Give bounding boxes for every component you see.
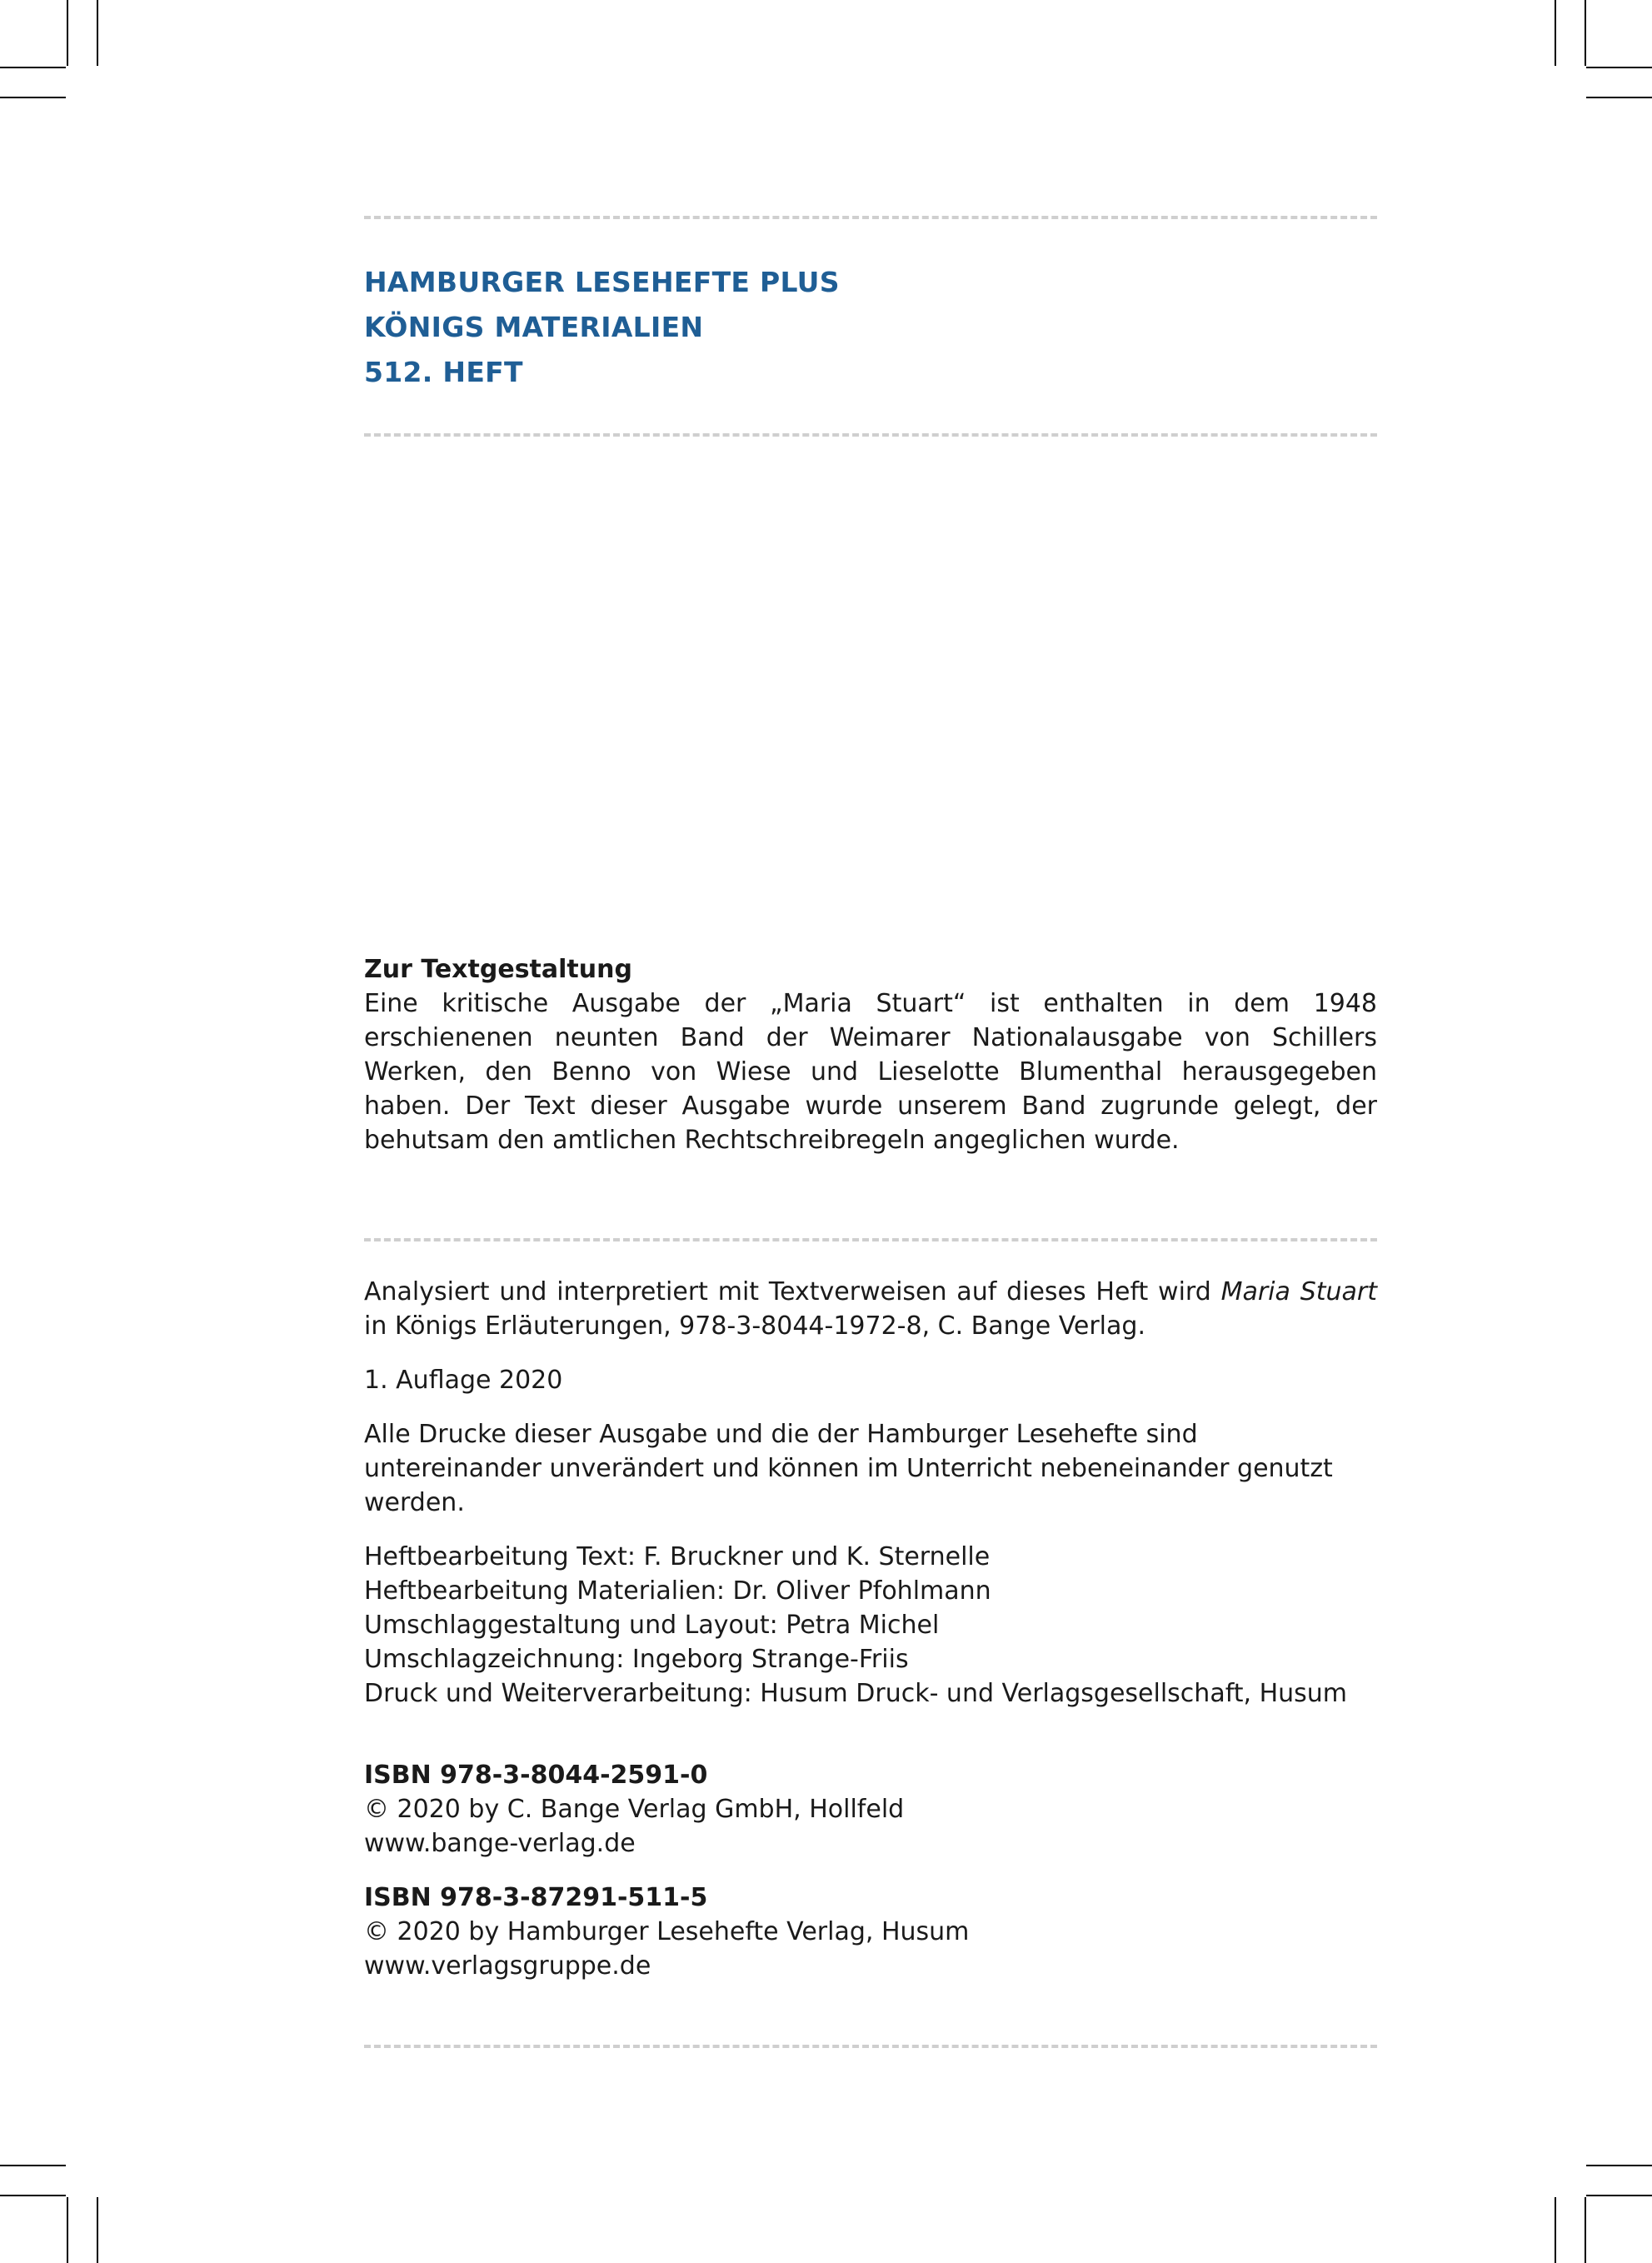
reference-paragraph <box>364 1275 1377 1343</box>
isbn: ISBN 978-3-87291-511-5 <box>364 1883 708 1912</box>
imprint-section <box>364 1275 1377 1711</box>
series-line: 512. HEFT <box>364 356 523 388</box>
series-line: HAMBURGER LESEHEFTE PLUS <box>364 266 840 298</box>
series-line: KÖNIGS MATERIALIEN <box>364 311 704 343</box>
reference-text: Analysiert und interpretiert mit Textverweisen auf dieses Heft wird <box>364 1277 1221 1306</box>
crop-mark <box>67 0 68 66</box>
credit-line: Heftbearbeitung Materialien: Dr. Oliver Pfohlmann <box>364 1576 991 1606</box>
crop-mark <box>1586 97 1652 98</box>
isbn: ISBN 978-3-8044-2591-0 <box>364 1761 708 1790</box>
crop-mark <box>1585 0 1586 66</box>
crop-mark <box>1586 2195 1652 2196</box>
crop-mark <box>0 2195 66 2196</box>
divider <box>364 433 1377 437</box>
crop-mark <box>1555 2197 1556 2263</box>
website-link[interactable]: www.verlagsgruppe.de <box>364 1951 651 1981</box>
crop-mark <box>1586 67 1652 68</box>
credit-line: Umschlagzeichnung: Ingeborg Strange-Friis <box>364 1645 909 1674</box>
crop-mark <box>0 67 66 68</box>
series-title <box>364 260 840 395</box>
reference-title: Maria Stuart <box>1220 1277 1378 1306</box>
credit-line: Druck und Weiterverarbeitung: Husum Druck- und Verlagsgesellschaft, Husum <box>364 1679 1348 1708</box>
divider <box>364 1238 1377 1241</box>
credit-line: Umschlaggestaltung und Layout: Petra Michel <box>364 1611 940 1640</box>
copyright: © 2020 by Hamburger Lesehefte Verlag, Husum <box>364 1917 970 1946</box>
divider <box>364 216 1377 219</box>
copyright: © 2020 by C. Bange Verlag GmbH, Hollfeld <box>364 1795 905 1824</box>
section-heading: Zur Textgestaltung <box>364 955 632 984</box>
section-body: Eine kritische Ausgabe der „Maria Stuart“ ist enthalten in dem 1948 erschienenen neunten Band der Weimarer Nationalausgabe von Schillers Werken, den Benno von Wiese und Lieselotte Blumenthal herausgegeben haben. Der Text dieser Ausgabe wurde unserem Band zugrunde gelegt, der behutsam den amtlichen Rechtschreibregeln angeglichen wurde. <box>364 989 1377 1155</box>
crop-mark <box>0 97 66 98</box>
crop-mark <box>1586 2165 1652 2166</box>
isbn-section <box>364 1758 1377 1983</box>
crop-mark <box>1585 2197 1586 2263</box>
crop-mark <box>67 2197 68 2263</box>
crop-mark <box>1555 0 1556 66</box>
crop-mark <box>97 0 98 66</box>
credit-line: Heftbearbeitung Text: F. Bruckner und K. Sternelle <box>364 1542 991 1571</box>
website-link[interactable]: www.bange-verlag.de <box>364 1829 636 1858</box>
reference-text: in Königs Erläuterungen, 978-3-8044-1972-8, C. Bange Verlag. <box>364 1311 1145 1341</box>
notice: Alle Drucke dieser Ausgabe und die der Hamburger Lesehefte sind untereinander unverändert und können im Unterricht nebeneinander genutzt werden. <box>364 1420 1333 1517</box>
divider <box>364 2045 1377 2048</box>
textgestaltung-section <box>364 952 1377 1157</box>
crop-mark <box>97 2197 98 2263</box>
crop-mark <box>0 2165 66 2166</box>
edition: 1. Auflage 2020 <box>364 1366 563 1395</box>
